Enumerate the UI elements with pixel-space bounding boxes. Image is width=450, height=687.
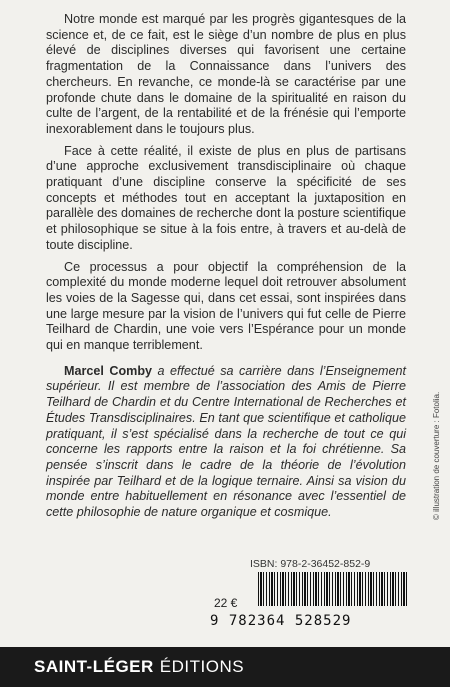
author-name: Marcel Comby [64, 363, 153, 378]
isbn: ISBN: 978-2-36452-852-9 [250, 558, 371, 570]
publisher-brand: SAINT-LÉGER [34, 657, 154, 676]
paragraph: Notre monde est marqué par les progrès gigantesques de la science et, de ce fait, est le siège d’un nombre de plus en plus élevé de disciplines diverses qui favorisent une certaine fragmentation de la Connaissance dans l’univers des chercheurs. En revanche, ce monde-là se caractérise par une profonde chute dans le domaine de la spiritualité en raison du culte de l’argent, de la rentabilité et de la frénésie qui l’emporte inexorablement dans le toujours plus. [46, 12, 406, 136]
author-bio [46, 364, 406, 521]
back-cover-text [46, 12, 406, 527]
publisher-footer [0, 647, 450, 687]
illustration-credit: © illustration de couverture : Fotolia. [432, 391, 441, 520]
barcode-digits: 9 782364 528529 [210, 613, 352, 629]
publisher-suffix: ÉDITIONS [159, 657, 245, 676]
author-bio-text: a effectué sa carrière dans l’Enseignement supérieur. Il est membre de l’association des Amis de Pierre Teilhard de Chardin et du Centre International de Recherches et Études Transdisciplinaires. En tant que scientifique et catholique pratiquant, il s’est spécialisé dans la recherche de tout ce qui concerne les rapports entre la raison et la foi chrétienne. Sa pensée s’inscrit dans le cadre de la théorie de l’évolution inspirée par Teilhard et de la logique ternaire. Ainsi sa vision du monde entre habituellement en résonance avec l’essentiel de cette philosophie de nature organique et cosmique. [46, 363, 406, 520]
paragraph: Ce processus a pour objectif la compréhension de la complexité du monde moderne lequel doit retrouver absolument les voies de la Sagesse qui, dans cet essai, sont inspirées dans une large mesure par la vision de l’univers qui fut celle de Pierre Teilhard de Chardin, une voie vers l’Espérance pour un monde qui en manque terriblement. [46, 259, 406, 353]
barcode-bars [258, 572, 408, 606]
barcode [258, 572, 408, 612]
paragraph: Face à cette réalité, il existe de plus en plus de partisans d’une approche exclusivement transdisciplinaire où chaque pratiquant d’une discipline conserve la spécificité de ses concepts et méthodes tout en acceptant la juxtaposition en parallèle des domaines de recherche dont la posture scientifique et philosophique se situe à la fois entre, à travers et au-delà de toute discipline. [46, 143, 406, 252]
price: 22 € [214, 596, 238, 610]
